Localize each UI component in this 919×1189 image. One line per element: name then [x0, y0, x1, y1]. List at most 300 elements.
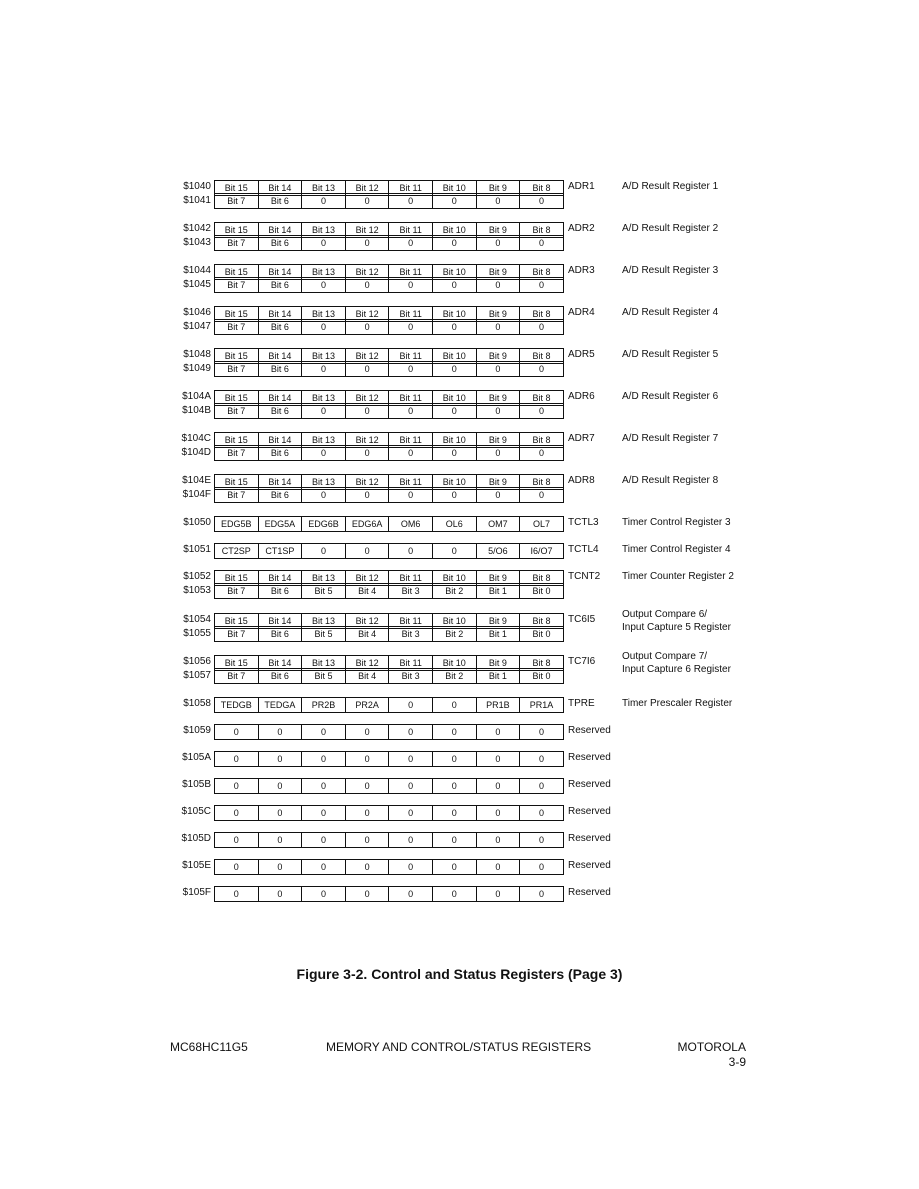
register-address: $1041	[183, 195, 211, 206]
bit-cell: Bit 6	[258, 193, 303, 209]
bit-cell: Bit 9	[476, 222, 521, 238]
bit-cell: Bit 11	[388, 348, 433, 364]
bit-cell: 0	[432, 886, 477, 902]
register-address: $1052	[183, 571, 211, 582]
bit-cell: Bit 10	[432, 655, 477, 671]
register-row	[0, 320, 919, 334]
register-row	[0, 697, 919, 711]
bit-cell: 0	[388, 487, 433, 503]
bit-cell: 0	[214, 886, 259, 902]
register-address: $105F	[182, 887, 211, 898]
register-description: A/D Result Register 7	[622, 433, 719, 444]
figure-caption: Figure 3-2. Control and Status Registers (Page 3)	[296, 966, 623, 982]
register-row	[0, 627, 919, 641]
bit-cell: 0	[432, 697, 477, 713]
bit-cell: 0	[476, 778, 521, 794]
register-row	[0, 306, 919, 320]
register-mnemonic: TCTL3	[568, 517, 599, 528]
bit-cell: Bit 0	[519, 668, 564, 684]
bit-cell: Bit 12	[345, 570, 390, 586]
register-row	[0, 432, 919, 446]
register-mnemonic: TPRE	[568, 698, 595, 709]
bit-fields	[214, 724, 564, 740]
bit-cell: OL7	[519, 516, 564, 532]
register-address: $105E	[182, 860, 211, 871]
register-address: $1045	[183, 279, 211, 290]
bit-cell: Bit 0	[519, 626, 564, 642]
bit-cell: PR1B	[476, 697, 521, 713]
bit-cell: Bit 13	[301, 348, 346, 364]
bit-cell: Bit 9	[476, 570, 521, 586]
bit-cell: 0	[345, 805, 390, 821]
bit-cell: 0	[519, 778, 564, 794]
register-row	[0, 886, 919, 900]
bit-cell: Bit 11	[388, 570, 433, 586]
register-row	[0, 778, 919, 792]
register-row	[0, 180, 919, 194]
register-row	[0, 543, 919, 557]
register-mnemonic: ADR1	[568, 181, 595, 192]
page-number: 3-9	[728, 1055, 746, 1069]
bit-cell: 0	[476, 751, 521, 767]
bit-fields	[214, 751, 564, 767]
bit-cell: Bit 6	[258, 235, 303, 251]
bit-cell: Bit 15	[214, 474, 259, 490]
bit-cell: Bit 1	[476, 626, 521, 642]
bit-cell: Bit 2	[432, 583, 477, 599]
bit-fields	[214, 584, 564, 599]
bit-cell: 0	[388, 778, 433, 794]
bit-cell: 0	[345, 193, 390, 209]
bit-fields	[214, 278, 564, 293]
bit-cell: Bit 11	[388, 264, 433, 280]
bit-cell: 0	[519, 403, 564, 419]
bit-cell: Bit 15	[214, 180, 259, 196]
register-description: A/D Result Register 2	[622, 223, 719, 234]
register-mnemonic: ADR3	[568, 265, 595, 276]
bit-cell: Bit 12	[345, 432, 390, 448]
bit-cell: Bit 0	[519, 583, 564, 599]
bit-cell: 0	[214, 832, 259, 848]
register-mnemonic: TC6I5	[568, 614, 596, 625]
bit-cell: 0	[345, 319, 390, 335]
bit-cell: 0	[345, 487, 390, 503]
register-mnemonic: Reserved	[568, 860, 611, 871]
bit-cell: 0	[388, 403, 433, 419]
register-row	[0, 805, 919, 819]
bit-cell: 0	[519, 886, 564, 902]
bit-cell: Bit 9	[476, 180, 521, 196]
bit-fields	[214, 362, 564, 377]
bit-cell: Bit 11	[388, 306, 433, 322]
bit-cell: Bit 12	[345, 613, 390, 629]
bit-cell: Bit 13	[301, 570, 346, 586]
register-address: $1042	[183, 223, 211, 234]
register-description: A/D Result Register 8	[622, 475, 719, 486]
bit-cell: Bit 8	[519, 613, 564, 629]
bit-cell: Bit 6	[258, 445, 303, 461]
register-row	[0, 488, 919, 502]
register-mnemonic: ADR8	[568, 475, 595, 486]
bit-cell: Bit 7	[214, 445, 259, 461]
bit-cell: 0	[519, 487, 564, 503]
bit-cell: 0	[432, 361, 477, 377]
bit-cell: Bit 7	[214, 403, 259, 419]
bit-cell: Bit 6	[258, 583, 303, 599]
bit-cell: 0	[432, 778, 477, 794]
bit-cell: Bit 10	[432, 613, 477, 629]
bit-cell: 0	[388, 697, 433, 713]
bit-cell: 0	[214, 859, 259, 875]
bit-cell: Bit 10	[432, 570, 477, 586]
bit-cell: 0	[519, 235, 564, 251]
bit-cell: Bit 7	[214, 583, 259, 599]
bit-cell: CT1SP	[258, 543, 303, 559]
register-address: $1043	[183, 237, 211, 248]
bit-cell: Bit 8	[519, 570, 564, 586]
bit-cell: Bit 14	[258, 222, 303, 238]
register-row	[0, 724, 919, 738]
bit-cell: Bit 11	[388, 432, 433, 448]
bit-cell: 0	[519, 319, 564, 335]
bit-cell: Bit 15	[214, 613, 259, 629]
bit-cell: Bit 15	[214, 390, 259, 406]
bit-cell: Bit 9	[476, 432, 521, 448]
bit-cell: 0	[345, 859, 390, 875]
bit-cell: Bit 12	[345, 348, 390, 364]
bit-cell: Bit 8	[519, 180, 564, 196]
register-address: $104E	[182, 475, 211, 486]
register-address: $104B	[182, 405, 211, 416]
bit-cell: 0	[345, 403, 390, 419]
register-address: $104A	[182, 391, 211, 402]
register-mnemonic: Reserved	[568, 887, 611, 898]
bit-cell: EDG6B	[301, 516, 346, 532]
register-description: A/D Result Register 4	[622, 307, 719, 318]
register-row	[0, 404, 919, 418]
bit-cell: Bit 4	[345, 668, 390, 684]
bit-cell: Bit 10	[432, 390, 477, 406]
bit-cell: Bit 12	[345, 264, 390, 280]
footer-part-number: MC68HC11G5	[170, 1040, 248, 1054]
bit-cell: 0	[301, 361, 346, 377]
register-row	[0, 236, 919, 250]
bit-cell: Bit 15	[214, 655, 259, 671]
bit-cell: Bit 10	[432, 264, 477, 280]
bit-cell: EDG5B	[214, 516, 259, 532]
bit-cell: Bit 14	[258, 570, 303, 586]
bit-cell: 0	[258, 805, 303, 821]
register-address: $104F	[182, 489, 211, 500]
bit-cell: Bit 14	[258, 390, 303, 406]
bit-cell: Bit 9	[476, 655, 521, 671]
bit-cell: TEDGB	[214, 697, 259, 713]
bit-cell: 0	[301, 859, 346, 875]
bit-cell: Bit 13	[301, 432, 346, 448]
register-row	[0, 655, 919, 669]
bit-cell: Bit 9	[476, 264, 521, 280]
bit-cell: Bit 14	[258, 348, 303, 364]
register-row	[0, 584, 919, 598]
register-address: $1050	[183, 517, 211, 528]
bit-cell: Bit 7	[214, 319, 259, 335]
bit-cell: 0	[301, 487, 346, 503]
register-address: $1040	[183, 181, 211, 192]
bit-fields	[214, 446, 564, 461]
bit-cell: Bit 15	[214, 432, 259, 448]
bit-fields	[214, 236, 564, 251]
bit-cell: Bit 8	[519, 655, 564, 671]
bit-cell: Bit 7	[214, 668, 259, 684]
bit-cell: 0	[388, 543, 433, 559]
register-address: $1048	[183, 349, 211, 360]
bit-cell: Bit 12	[345, 306, 390, 322]
bit-cell: Bit 10	[432, 474, 477, 490]
bit-cell: Bit 10	[432, 306, 477, 322]
footer-company: MOTOROLA	[677, 1040, 746, 1054]
bit-cell: Bit 6	[258, 361, 303, 377]
bit-cell: OM7	[476, 516, 521, 532]
bit-cell: 0	[301, 193, 346, 209]
bit-cell: 0	[214, 724, 259, 740]
bit-cell: 0	[432, 277, 477, 293]
register-row	[0, 222, 919, 236]
register-row	[0, 362, 919, 376]
bit-cell: 0	[519, 859, 564, 875]
register-address: $1054	[183, 614, 211, 625]
register-description: Timer Control Register 3	[622, 517, 731, 528]
bit-cell: Bit 10	[432, 348, 477, 364]
register-address: $105C	[181, 806, 211, 817]
register-address: $104D	[181, 447, 211, 458]
bit-fields	[214, 320, 564, 335]
bit-cell: 0	[345, 277, 390, 293]
register-address: $105A	[182, 752, 211, 763]
bit-cell: Bit 8	[519, 306, 564, 322]
bit-cell: 0	[301, 403, 346, 419]
bit-cell: Bit 14	[258, 306, 303, 322]
bit-cell: 0	[214, 778, 259, 794]
bit-cell: 0	[519, 277, 564, 293]
bit-cell: Bit 13	[301, 180, 346, 196]
bit-cell: Bit 2	[432, 668, 477, 684]
bit-cell: PR1A	[519, 697, 564, 713]
register-row	[0, 516, 919, 530]
bit-cell: OM6	[388, 516, 433, 532]
bit-cell: 0	[345, 361, 390, 377]
bit-cell: Bit 10	[432, 222, 477, 238]
bit-cell: OL6	[432, 516, 477, 532]
bit-cell: Bit 15	[214, 306, 259, 322]
register-row	[0, 446, 919, 460]
register-description-line2: Input Capture 6 Register	[622, 664, 731, 675]
bit-cell: Bit 1	[476, 583, 521, 599]
register-row	[0, 613, 919, 627]
bit-cell: Bit 12	[345, 180, 390, 196]
bit-fields	[214, 543, 564, 559]
bit-cell: 0	[476, 193, 521, 209]
bit-cell: 0	[345, 886, 390, 902]
bit-cell: Bit 3	[388, 668, 433, 684]
bit-cell: Bit 11	[388, 222, 433, 238]
bit-cell: Bit 14	[258, 264, 303, 280]
register-address: $105B	[182, 779, 211, 790]
bit-cell: PR2A	[345, 697, 390, 713]
register-description-line2: Input Capture 5 Register	[622, 622, 731, 633]
bit-cell: 0	[258, 724, 303, 740]
register-row	[0, 859, 919, 873]
register-address: $1053	[183, 585, 211, 596]
bit-cell: 0	[432, 751, 477, 767]
register-address: $1046	[183, 307, 211, 318]
bit-cell: 0	[432, 805, 477, 821]
bit-cell: Bit 14	[258, 432, 303, 448]
bit-cell: 0	[519, 193, 564, 209]
bit-cell: Bit 5	[301, 626, 346, 642]
bit-cell: Bit 14	[258, 655, 303, 671]
register-mnemonic: Reserved	[568, 833, 611, 844]
bit-cell: 0	[345, 751, 390, 767]
bit-cell: 0	[301, 319, 346, 335]
bit-cell: Bit 5	[301, 668, 346, 684]
bit-cell: 0	[519, 724, 564, 740]
bit-cell: 0	[301, 724, 346, 740]
register-mnemonic: TC7I6	[568, 656, 596, 667]
bit-cell: 0	[301, 751, 346, 767]
bit-cell: 0	[476, 319, 521, 335]
bit-cell: 0	[388, 751, 433, 767]
bit-cell: Bit 15	[214, 264, 259, 280]
bit-cell: EDG5A	[258, 516, 303, 532]
bit-cell: Bit 14	[258, 613, 303, 629]
footer-section-title: MEMORY AND CONTROL/STATUS REGISTERS	[326, 1040, 592, 1054]
bit-cell: 0	[519, 805, 564, 821]
bit-cell: 0	[476, 724, 521, 740]
register-address: $1051	[183, 544, 211, 555]
bit-cell: Bit 6	[258, 277, 303, 293]
bit-cell: Bit 13	[301, 474, 346, 490]
bit-cell: Bit 8	[519, 432, 564, 448]
register-mnemonic: Reserved	[568, 752, 611, 763]
bit-fields	[214, 669, 564, 684]
bit-cell: Bit 6	[258, 403, 303, 419]
bit-cell: 0	[388, 724, 433, 740]
bit-cell: 0	[476, 805, 521, 821]
register-description: Output Compare 6/	[622, 609, 708, 620]
bit-cell: Bit 14	[258, 180, 303, 196]
bit-cell: Bit 6	[258, 319, 303, 335]
register-row	[0, 264, 919, 278]
bit-cell: 0	[476, 361, 521, 377]
bit-cell: 0	[258, 832, 303, 848]
bit-cell: Bit 10	[432, 180, 477, 196]
bit-cell: Bit 15	[214, 570, 259, 586]
register-address: $1057	[183, 670, 211, 681]
bit-fields	[214, 488, 564, 503]
bit-cell: 0	[476, 277, 521, 293]
register-row	[0, 474, 919, 488]
register-address: $1059	[183, 725, 211, 736]
register-mnemonic: Reserved	[568, 725, 611, 736]
register-row	[0, 570, 919, 584]
bit-cell: 0	[432, 403, 477, 419]
bit-cell: Bit 8	[519, 348, 564, 364]
bit-fields	[214, 805, 564, 821]
register-row	[0, 390, 919, 404]
bit-cell: 0	[388, 805, 433, 821]
bit-cell: Bit 13	[301, 655, 346, 671]
bit-cell: Bit 6	[258, 668, 303, 684]
bit-cell: Bit 12	[345, 390, 390, 406]
bit-fields	[214, 194, 564, 209]
bit-cell: Bit 7	[214, 277, 259, 293]
bit-cell: TEDGA	[258, 697, 303, 713]
bit-cell: Bit 13	[301, 264, 346, 280]
bit-cell: Bit 11	[388, 474, 433, 490]
register-description: Output Compare 7/	[622, 651, 708, 662]
bit-cell: 0	[301, 235, 346, 251]
bit-cell: Bit 10	[432, 432, 477, 448]
bit-cell: 0	[345, 543, 390, 559]
bit-cell: Bit 7	[214, 626, 259, 642]
bit-cell: Bit 15	[214, 348, 259, 364]
bit-cell: Bit 4	[345, 583, 390, 599]
bit-cell: Bit 12	[345, 222, 390, 238]
bit-cell: 0	[301, 445, 346, 461]
bit-cell: 0	[476, 235, 521, 251]
bit-cell: 0	[258, 859, 303, 875]
bit-cell: 0	[388, 319, 433, 335]
bit-cell: 0	[345, 235, 390, 251]
bit-cell: 0	[301, 778, 346, 794]
register-mnemonic: TCNT2	[568, 571, 601, 582]
bit-cell: 0	[432, 319, 477, 335]
bit-cell: CT2SP	[214, 543, 259, 559]
bit-cell: Bit 11	[388, 655, 433, 671]
bit-cell: 0	[432, 832, 477, 848]
bit-cell: Bit 8	[519, 390, 564, 406]
bit-cell: 0	[432, 445, 477, 461]
bit-cell: Bit 2	[432, 626, 477, 642]
bit-cell: 0	[388, 193, 433, 209]
bit-cell: 0	[345, 724, 390, 740]
register-address: $1049	[183, 363, 211, 374]
bit-cell: Bit 9	[476, 613, 521, 629]
bit-cell: 0	[476, 445, 521, 461]
register-address: $1058	[183, 698, 211, 709]
bit-cell: Bit 13	[301, 306, 346, 322]
bit-cell: 0	[258, 886, 303, 902]
register-address: $1047	[183, 321, 211, 332]
bit-cell: 0	[345, 832, 390, 848]
bit-cell: Bit 6	[258, 487, 303, 503]
register-mnemonic: ADR5	[568, 349, 595, 360]
bit-cell: 0	[388, 445, 433, 461]
bit-cell: 0	[476, 487, 521, 503]
register-row	[0, 194, 919, 208]
bit-fields	[214, 404, 564, 419]
bit-cell: 5/O6	[476, 543, 521, 559]
register-description: A/D Result Register 5	[622, 349, 719, 360]
bit-cell: Bit 7	[214, 361, 259, 377]
bit-cell: Bit 8	[519, 222, 564, 238]
bit-cell: 0	[432, 235, 477, 251]
bit-cell: 0	[388, 361, 433, 377]
register-description: Timer Prescaler Register	[622, 698, 733, 709]
register-mnemonic: ADR2	[568, 223, 595, 234]
bit-cell: Bit 14	[258, 474, 303, 490]
bit-cell: 0	[301, 886, 346, 902]
